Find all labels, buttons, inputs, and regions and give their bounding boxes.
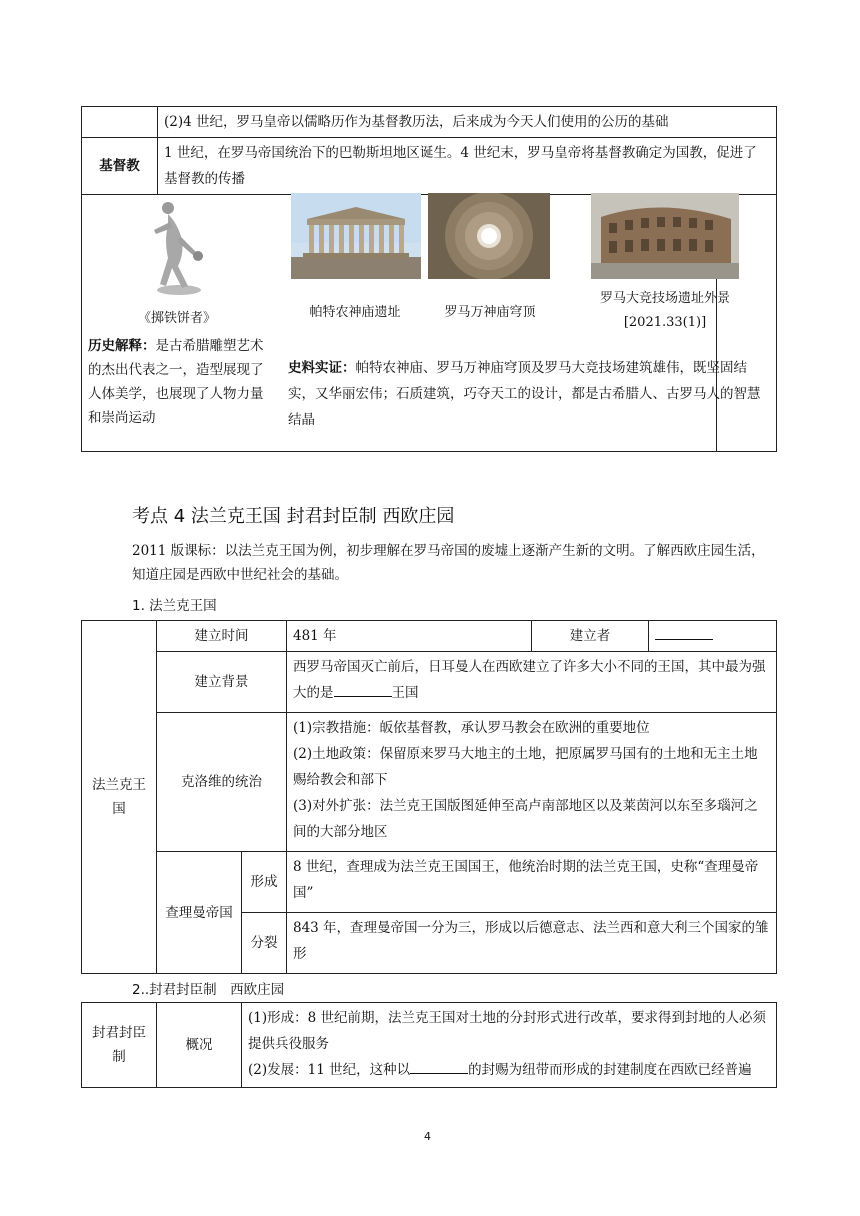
table1-row2-text: 1 世纪，在罗马帝国统治下的巴勒斯坦地区诞生。4 世纪末，罗马皇帝将基督教确定为国教，促进了基督教的传播 [158, 138, 777, 195]
charlemagne-label: 查理曼帝国 [157, 852, 242, 974]
curriculum-standard: 2011 版课标：以法兰克王国为例，初步理解在罗马帝国的废墟上逐渐产生新的文明。了解西欧庄园生活，知道庄园是西欧中世纪社会的基础。 [132, 543, 765, 583]
clovis-text [287, 713, 777, 852]
background-text-b: 王国 [391, 685, 419, 701]
overview-label: 概况 [157, 1003, 242, 1088]
section-title: 考点 4 法兰克王国 封君封臣制 西欧庄园 [132, 506, 455, 527]
overview-item-1: (1)形成：8 世纪前期，法兰克王国对土地的分封形式进行改革，要求得到封地的人必须提供兵役服务 [248, 1010, 767, 1052]
feudal-label: 封君封臣制 [82, 1003, 157, 1088]
discus-note-label: 历史解释： [88, 338, 156, 354]
clovis-item-1: (1)宗教措施：皈依基督教，承认罗马教会在欧洲的重要地位 [293, 720, 650, 736]
table-frankish-kingdom [81, 620, 777, 974]
parthenon-caption: 帕特农神庙遗址 [309, 305, 401, 320]
table-feudal-system [81, 1002, 777, 1088]
discus-thrower-image [148, 196, 210, 296]
colosseum-image [591, 193, 739, 279]
discus-note-text: 是古希腊雕塑艺术的杰出代表之一，造型展现了人体美学，也展现了人物力量和崇尚运动 [88, 338, 264, 426]
overview-text [242, 1003, 777, 1088]
overview-blank [410, 1059, 468, 1074]
pantheon-image [428, 193, 550, 279]
page-number: 4 [424, 1130, 431, 1143]
clovis-item-3: (3)对外扩张：法兰克王国版图延伸至高卢南部地区以及莱茵河以东至多瑙河之间的大部分地区 [293, 798, 758, 840]
founder-blank [655, 625, 713, 640]
table1-row2-label: 基督教 [82, 138, 158, 195]
clovis-label: 克洛维的统治 [157, 713, 287, 852]
time-value: 481 年 [287, 621, 532, 652]
founder-label: 建立者 [532, 621, 649, 652]
background-text [287, 652, 777, 713]
founder-value [649, 621, 777, 652]
overview-item-2: (2)发展：11 世纪，这种以 的封赐为纽带而形成的封建制度在西欧已经普遍 [248, 1057, 770, 1083]
split-text: 843 年，查理曼帝国一分为三，形成以后德意志、法兰西和意大利三个国家的雏形 [287, 913, 777, 974]
formation-text: 8 世纪，查理成为法兰克王国国王，他统治时期的法兰克王国，史称“查理曼帝国” [287, 852, 777, 913]
colosseum-reference: [2021.33(1)] [623, 315, 707, 330]
parthenon-image [291, 193, 421, 279]
buildings-note [288, 355, 772, 433]
split-label: 分裂 [242, 913, 287, 974]
frankish-label: 法兰克王国 [82, 621, 157, 974]
clovis-item-2: (2)土地政策：保留原来罗马大地主的土地，把原属罗马国有的土地和无主土地赐给教会和部下 [293, 746, 758, 788]
subsection-frankish: 1. 法兰克王国 [132, 598, 217, 614]
table1-row1-label [82, 107, 158, 138]
colosseum-caption: 罗马大竞技场遗址外景 [599, 291, 730, 306]
background-label: 建立背景 [157, 652, 287, 713]
background-text-a: 西罗马帝国灭亡前后，日耳曼人在西欧建立了许多大小不同的王国，其中最为强大的是 [293, 659, 766, 701]
discus-caption: 《掷铁饼者》 [137, 311, 216, 326]
table1-row1-text: (2)4 世纪，罗马皇帝以儒略历作为基督教历法，后来成为今天人们使用的公历的基础 [158, 107, 777, 138]
background-blank [334, 682, 392, 697]
discus-note [88, 334, 274, 430]
buildings-note-text: 帕特农神庙、罗马万神庙穹顶及罗马大竞技场建筑雄伟，既坚固结实，又华丽宏伟；石质建筑，巧夺天工的设计，都是古希腊人、古罗马人的智慧结晶 [288, 360, 761, 428]
subsection-feudal: 2..封君封臣制 西欧庄园 [132, 982, 285, 998]
pantheon-caption: 罗马万神庙穹顶 [444, 305, 536, 320]
formation-label: 形成 [242, 852, 287, 913]
time-label: 建立时间 [157, 621, 287, 652]
buildings-note-label: 史料实证： [288, 360, 356, 376]
